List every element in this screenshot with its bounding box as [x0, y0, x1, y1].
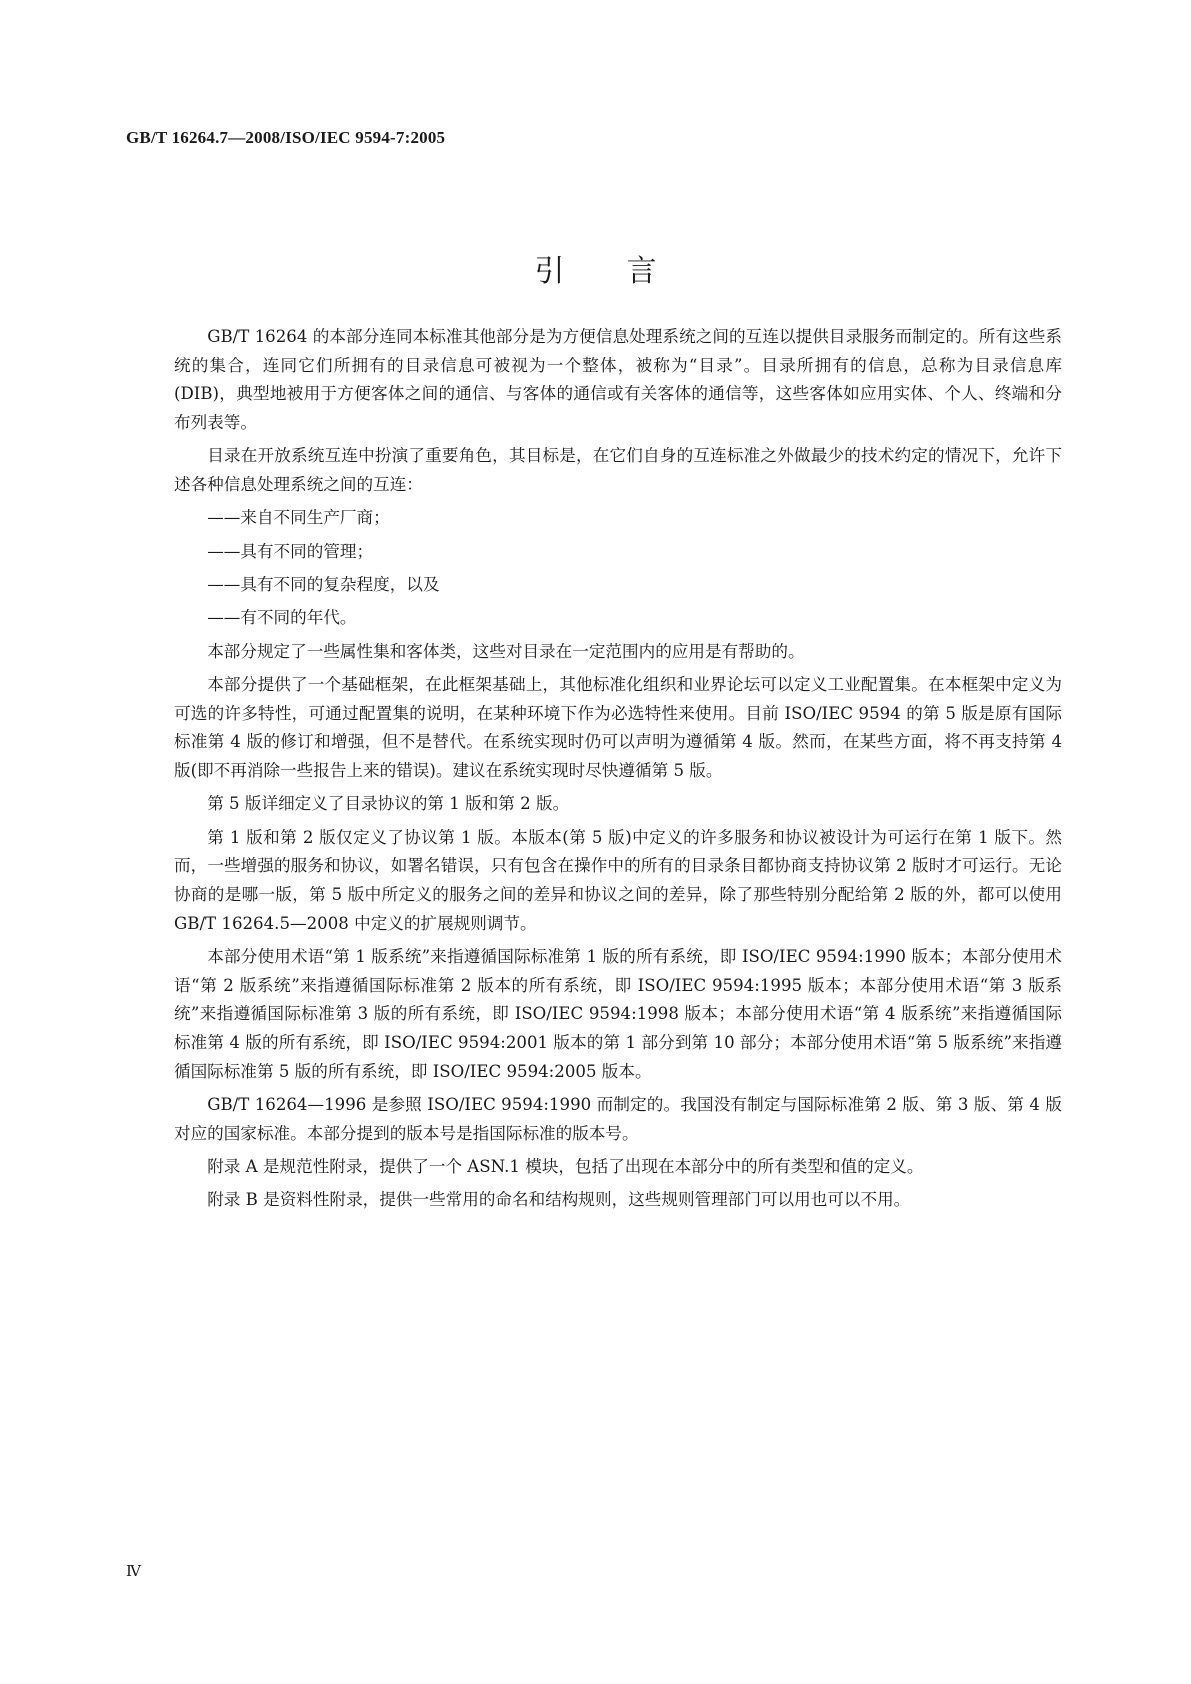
- paragraph-attributes: 本部分规定了一些属性集和客体类，这些对目录在一定范围内的应用是有帮助的。: [207, 641, 805, 661]
- list-item-vintage: ——有不同的年代。: [207, 608, 357, 628]
- introduction-body: [174, 323, 1062, 1220]
- paragraph-history: GB/T 16264—1996 是参照 ISO/IEC 9594:1990 而制定的。我国没有制定与国际标准第 2 版、第 3 版、第 4 版对应的国家标准。本部分提到的版本号是指国际标准的版本号。: [174, 1095, 1062, 1143]
- list-item-complexity: ——具有不同的复杂程度，以及: [207, 575, 440, 594]
- list-item-vendors: ——来自不同生产厂商；: [207, 508, 390, 528]
- page-title: 引言: [534, 254, 719, 290]
- standard-number-header: GB/T 16264.7—2008/ISO/IEC 9594-7:2005: [126, 128, 446, 147]
- paragraph-version-details: 第 1 版和第 2 版仅定义了协议第 1 版。本版本(第 5 版)中定义的许多服务和协议被设计为可运行在第 1 版下。然而，一些增强的服务和协议，如署名错误，只有包含在操作中的所有的目录条目都协商支持协议第 2 版时才可运行。无论协商的是哪一版，第 5 版中所定义的服务之间的差异和协议之间的差异，除了那些特别分配给第 2 版的外，都可以使用 GB/T 16264.5—2008 中定义的扩展规则调节。: [174, 827, 1062, 933]
- paragraph-role: 目录在开放系统互连中扮演了重要角色，其目标是，在它们自身的互连标准之外做最少的技术约定的情况下，允许下述各种信息处理系统之间的互连：: [174, 446, 1062, 495]
- paragraph-annex-b: 附录 B 是资料性附录，提供一些常用的命名和结构规则，这些规则管理部门可以用也可以不用。: [207, 1190, 911, 1210]
- paragraph-annex-a: 附录 A 是规范性附录，提供了一个 ASN.1 模块，包括了出现在本部分中的所有类型和值的定义。: [207, 1157, 924, 1177]
- paragraph-terminology: 本部分使用术语“第 1 版系统”来指遵循国际标准第 1 版的所有系统，即 ISO/IEC 9594:1990 版本；本部分使用术语“第 2 版系统”来指遵循国际标准第 2 版本的所有系统，即 ISO/IEC 9594:1995 版本；本部分使用术语“第 3 版系统”来指遵循国际标准第 3 版的所有系统，即 ISO/IEC 9594:1998 版本；本部分使用术语“第 4 版系统”来指遵循国际标准第 4 版的所有系统，即 ISO/IEC 9594:2001 版本的第 1 部分到第 10 部分；本部分使用术语“第 5 版系统”来指遵循国际标准第 5 版的所有系统，即 ISO/IEC 9594:2005 版本。: [174, 947, 1062, 1081]
- paragraph-framework: 本部分提供了一个基础框架，在此框架基础上，其他标准化组织和业界论坛可以定义工业配置集。在本框架中定义为可选的许多特性，可通过配置集的说明，在某种环境下作为必选特性来使用。目前 ISO/IEC 9594 的第 5 版是原有国际标准第 4 版的修订和增强，但不是替代。在系统实现时仍可以声明为遵循第 4 版。然而，在某些方面，将不再支持第 4 版(即不再消除一些报告上来的错误)。建议在系统实现时尽快遵循第 5 版。: [174, 674, 1062, 780]
- paragraph-protocol-versions: 第 5 版详细定义了目录协议的第 1 版和第 2 版。: [207, 794, 570, 814]
- list-item-administration: ——具有不同的管理；: [207, 541, 374, 561]
- paragraph-scope: GB/T 16264 的本部分连同本标准其他部分是为方便信息处理系统之间的互连以提供目录服务而制定的。所有这些系统的集合，连同它们所拥有的目录信息可被视为一个整体，被称为“目录”。目录所拥有的信息，总称为目录信息库(DIB)，典型地被用于方便客体之间的通信、与客体的通信或有关客体的通信等，这些客体如应用实体、个人、终端和分布列表等。: [174, 327, 1062, 433]
- page-number: Ⅳ: [126, 1564, 141, 1580]
